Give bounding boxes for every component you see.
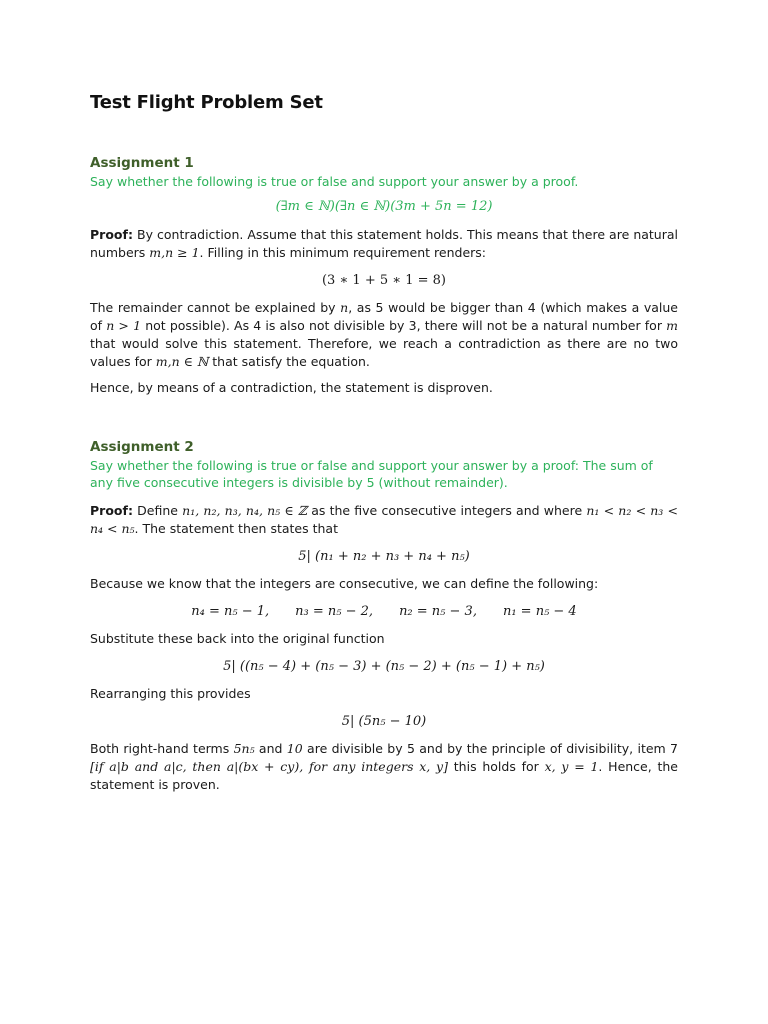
document-page (90, 92, 678, 794)
assignment-2-equation-2 (90, 604, 678, 619)
assignment-1-equation: (3 ∗ 1 + 5 ∗ 1 = 8) (321, 273, 446, 288)
math-inline: 5n₅ (233, 741, 255, 756)
math-inline: n₁, n₂, n₃, n₄, n₅ ∈ ℤ (182, 503, 307, 518)
assignment-2-substitute-paragraph: Substitute these back into the original function (90, 631, 385, 646)
math-inline: [if a|b and a|c, then a|(bx + cy), for any integers x, y] (90, 759, 448, 774)
assignment-2-rearranging-paragraph: Rearranging this provides (90, 686, 251, 701)
assignment-2-consecutive-paragraph: Because we know that the integers are consecutive, we can define the following: (90, 576, 599, 591)
math-inline: n (340, 300, 349, 315)
text-span: , as 5 would be bigger than 4 (which makes a value of (90, 300, 679, 333)
assignment-1-heading: Assignment 1 (90, 155, 194, 171)
assignment-2-conclusion-paragraph (90, 740, 678, 794)
text-span: this holds for (448, 759, 545, 774)
assignment-2-equation-1: 5| (n₁ + n₂ + n₃ + n₄ + n₅) (298, 549, 470, 564)
proof-label: Proof: (90, 503, 133, 518)
math-inline: 10 (286, 741, 303, 756)
text-span: Define (132, 503, 183, 518)
text-span: . Filling in this minimum requirement renders: (199, 245, 487, 260)
math-inline: x, y = 1 (544, 759, 599, 774)
assignment-2-equation-4: 5| (5n₅ − 10) (341, 714, 427, 729)
assignment-2-proof-paragraph (90, 502, 678, 538)
equation-term: n₁ = n₅ − 4 (502, 604, 577, 619)
page-title: Test Flight Problem Set (90, 92, 323, 113)
math-inline: n₁ < n₂ < n₃ < n₄ < n₅ (90, 503, 678, 536)
text-span: The remainder cannot be explained by (90, 300, 341, 315)
assignment-2-prompt: Say whether the following is true or false and support your answer by a proof: The sum of any five consecutive integers is divisible by 5 (without remainder). (90, 458, 653, 490)
assignment-2-equation-3: 5| ((n₅ − 4) + (n₅ − 3) + (n₅ − 2) + (n₅ − 1) + n₅) (223, 659, 545, 674)
text-span: are divisible by 5 and by the principle of divisibility, item 7 (302, 741, 678, 756)
math-inline: n > 1 (106, 318, 142, 333)
assignment-1-remainder-paragraph (90, 299, 678, 371)
proof-label: Proof: (90, 227, 133, 242)
equation-term: n₃ = n₅ − 2, (295, 604, 374, 619)
math-inline: m,n ≥ 1 (149, 245, 200, 260)
text-span: not possible). As 4 is also not divisible by 3, there will not be a natural number for (141, 318, 667, 333)
assignment-1-formula: (∃m ∈ ℕ)(∃n ∈ ℕ)(3m + 5n = 12) (275, 199, 493, 214)
assignment-1-conclusion: Hence, by means of a contradiction, the statement is disproven. (90, 380, 493, 395)
text-span: . Hence, the statement is proven. (90, 759, 679, 792)
text-span: By contradiction. Assume that this statement holds. This means that there are natural numbers (90, 227, 678, 260)
text-span: that satisfy the equation. (208, 354, 370, 369)
text-span: as the five consecutive integers and where (306, 503, 587, 518)
assignment-2-heading: Assignment 2 (90, 439, 194, 455)
equation-term: n₄ = n₅ − 1, (191, 604, 270, 619)
text-span: . The statement then states that (134, 521, 338, 536)
equation-term: n₂ = n₅ − 3, (399, 604, 477, 619)
math-inline: m (666, 318, 678, 333)
text-span: Both right-hand terms (90, 741, 234, 756)
text-span: and (254, 741, 287, 756)
assignment-1-proof-paragraph (90, 226, 678, 262)
math-inline: m,n ∈ ℕ (155, 354, 209, 369)
assignment-1-prompt: Say whether the following is true or false and support your answer by a proof. (90, 174, 579, 189)
text-span: that would solve this statement. Therefore, we reach a contradiction as there are no two values for (90, 336, 678, 369)
